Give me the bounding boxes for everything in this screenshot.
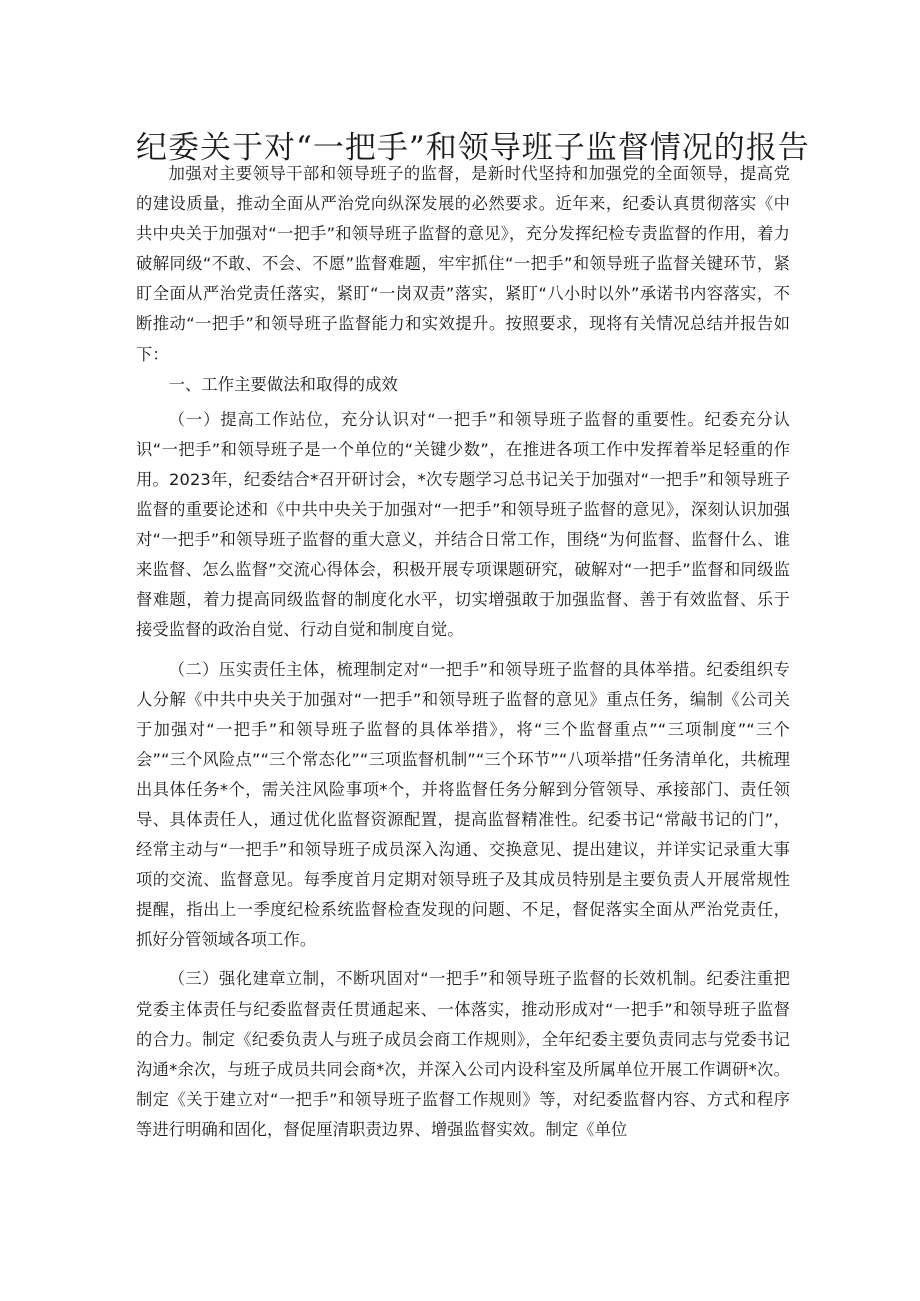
intro-paragraph: 加强对主要领导干部和领导班子的监督，是新时代坚持和加强党的全面领导，提高党的建设质量，推动全面从严治党向纵深发展的必然要求。近年来，纪委认真贯彻落实《中共中央关于加强对“一把手”和领导班子监督的意见》，充分发挥纪检专责监督的作用，着力破解同级“不敢、不会、不愿”监督难题，牢牢抓住“一把手”和领导班子监督关键环节，紧盯全面从严治党责任落实，紧盯“一岗双责”落实，紧盯“八小时以外”承诺书内容落实，不断推动“一把手”和领导班子监督能力和实效提升。按照要求，现将有关情况总结并报告如下：: [136, 164, 790, 364]
subsection-paragraph-3: （三）强化建章立制，不断巩固对“一把手”和领导班子监督的长效机制。纪委注重把党委主体责任与纪委监督责任贯通起来、一体落实，推动形成对“一把手”和领导班子监督的合力。制定《纪委负责人与班子成员会商工作规则》，全年纪委主要负责同志与党委书记沟通*余次，与班子成员共同会商*次，并深入公司内设科室及所属单位开展工作调研*次。制定《关于建立对“一把手”和领导班子监督工作规则》等，对纪委监督内容、方式和程序等进行明确和固化，督促厘清职责边界、增强监督实效。制定《单位: [136, 969, 790, 1139]
document-body: [136, 159, 790, 1145]
subsection-paragraph-1: （一）提高工作站位，充分认识对“一把手”和领导班子监督的重要性。纪委充分认识“一把手”和领导班子是一个单位的“关键少数”，在推进各项工作中发挥着举足轻重的作用。2023年，纪委结合*召开研讨会，*次专题学习总书记关于加强对“一把手”和领导班子监督的重要论述和《中共中央关于加强对“一把手”和领导班子监督的意见》，深刻认识加强对“一把手”和领导班子监督的重大意义，并结合日常工作，围绕“为何监督、监督什么、谁来监督、怎么监督”交流心得体会，积极开展专项课题研究，破解对“一把手”监督和同级监督难题，着力提高同级监督的制度化水平，切实增强敢于加强监督、善于有效监督、乐于接受监督的政治自觉、行动自觉和制度自觉。: [136, 409, 790, 640]
section-heading-1: 一、工作主要做法和取得的成效: [168, 374, 398, 394]
document-title: 纪委关于对“一把手”和领导班子监督情况的报告: [136, 130, 810, 166]
subsection-paragraph-2: （二）压实责任主体，梳理制定对“一把手”和领导班子监督的具体举措。纪委组织专人分解《中共中央关于加强对“一把手”和领导班子监督的意见》重点任务，编制《公司关于加强对“一把手”和领导班子监督的具体举措》，将“三个监督重点”“三项制度”“三个会”“三个风险点”“三个常态化”“三项监督机制”“三个环节”“八项举措”任务清单化，共梳理出具体任务*个，需关注风险事项*个，并将监督任务分解到分管领导、承接部门、责任领导、具体责任人，通过优化监督资源配置，提高监督精准性。纪委书记“常敲书记的门”，经常主动与“一把手”和领导班子成员深入沟通、交换意见、提出建议，并详实记录重大事项的交流、监督意见。每季度首月定期对领导班子及其成员特别是主要负责人开展常规性提醒，指出上一季度纪检系统监督检查发现的问题、不足，督促落实全面从严治党责任，抓好分管领域各项工作。: [136, 659, 790, 950]
